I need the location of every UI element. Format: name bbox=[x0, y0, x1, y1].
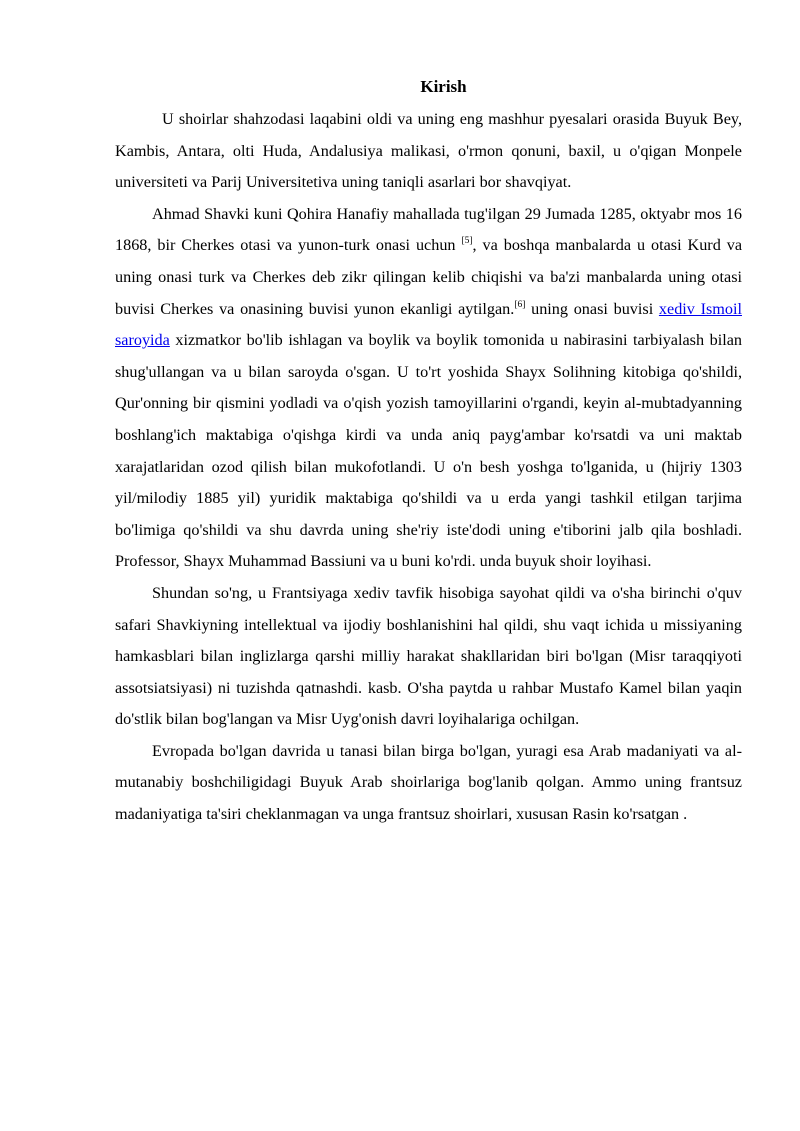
paragraph-biography-text-c: uning onasi buvisi bbox=[525, 299, 659, 318]
paragraph-biography-text-d: xizmatkor bo'lib ishlagan va boylik va boylik tomonida u nabirasini tarbiyalash bilan shug'ullangan va u bilan saroyda o'sgan. U to'rt yoshida Shayx Solihning kitobiga qo'shildi, Qur'onning bir qismini yodladi va o'qish yozish tamoyillarini o'rgandi, keyin al-mubtadyanning boshlang'ich maktabiga o'qishga kirdi va unda aniq payg'ambar ko'rsatdi va uni maktab xarajatlaridan ozod qilish bilan mukofotlandi. U o'n besh yoshga to'lganida, u (hijriy 1303 yil/milodiy 1885 yil) yuridik maktabiga qo'shildi va u erda yangi tashkil etilgan tarjima bo'limiga qo'shildi va shu davrda uning she'riy iste'dodi uning e'tiborini jalb qila boshladi. Professor, Shayx Muhammad Bassiuni va u buni ko'rdi. unda buyuk shoir loyihasi. bbox=[115, 331, 742, 571]
document-page bbox=[115, 76, 742, 831]
paragraph-europe: Evropada bo'lgan davrida u tanasi bilan birga bo'lgan, yuragi esa Arab madaniyati va al-mutanabiy boshchiligidagi Buyuk Arab shoirlariga bog'lanib qolgan. Ammo uning frantsuz madaniyatiga ta'siri cheklanmagan va unga frantsuz shoirlari, xususan Rasin ko'rsatgan . bbox=[115, 741, 742, 824]
paragraph-biography-text-b: , va boshqa manbalarda u otasi Kurd va uning onasi turk va Cherkes deb zikr qilingan kelib chiqishi va ba'zi manbalarda uning otasi buvisi Cherkes va onasining buvisi yunon ekanligi aytilgan. bbox=[115, 236, 742, 318]
paragraph-france: Shundan so'ng, u Frantsiyaga xediv tavfik hisobiga sayohat qildi va o'sha birinchi o'quv safari Shavkiyning intellektual va ijodiy boshlanishini hal qildi, shu vaqt ichida u missiyaning hamkasblari bilan inglizlarga qarshi milliy harakat shakllaridan biri bo'lgan (Misr taraqqiyoti assotsiatsiyasi) ni tuzishda qatnashdi. kasb. O'sha paytda u rahbar Mustafo Kamel bilan yaqin do'stlik bilan bog'langan va Misr Uyg'onish davri loyihalariga ochilgan. bbox=[115, 583, 742, 729]
xediv-ismoil-link[interactable]: xediv Ismoil saroyida bbox=[115, 299, 742, 350]
paragraph-intro: U shoirlar shahzodasi laqabini oldi va uning eng mashhur pyesalari orasida Buyuk Bey, Kambis, Antara, olti Huda, Andalusiya malikasi, o'rmon qonuni, baxil, u o'qigan Monpele universiteti va Parij Universitetiva uning taniqli asarlari bor shavqiyat. bbox=[115, 110, 742, 192]
paragraph-biography bbox=[115, 199, 742, 578]
footnote-ref-5[interactable]: [5] bbox=[461, 236, 473, 247]
page-title: Kirish bbox=[420, 77, 467, 96]
paragraph-biography-text-a: Ahmad Shavki kuni Qohira Hanafiy mahallada tug'ilgan 29 Jumada 1285, oktyabr mos 16 1868, bir Cherkes otasi va yunon-turk onasi uchun bbox=[115, 204, 742, 255]
footnote-ref-6[interactable]: [6] bbox=[514, 299, 526, 310]
